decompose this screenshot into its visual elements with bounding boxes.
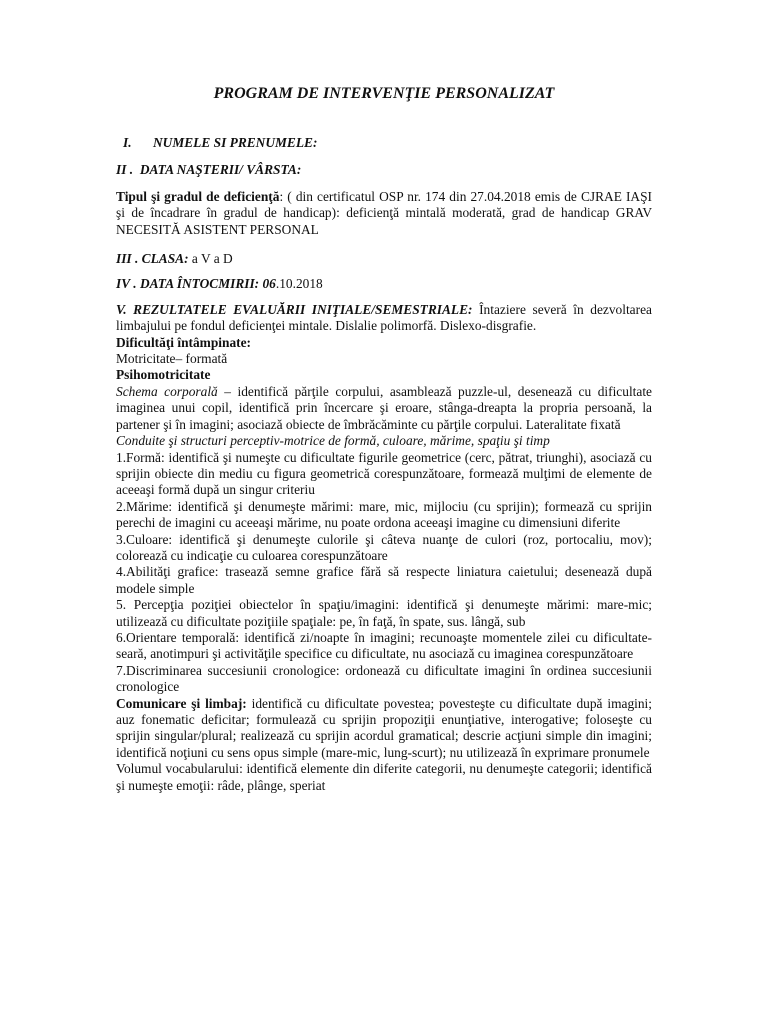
list-item: 5. Percepţia poziţiei obiectelor în spaţiu/imagini: identifică şi denumeşte mărimi: mare-mic; utilizează cu dificultate poziţiile spaţiale: pe, în faţă, în spate, sus. lângă, sub [116,597,652,629]
section-date [116,276,652,292]
list-item: 1.Formă: identifică şi numeşte cu dificultate figurile geometrice (cerc, pătrat, triunghi), asociază cu sprijin obiecte din mediu cu figura geometrică corespunzătoare, formează mulţimi de elemente de aceeaşi formă după un singur criteriu [116,449,652,498]
list-item: 6.Orientare temporală: identifică zi/noapte în imagini; recunoaşte momentele zilei cu dificultate-seară, anotimpuri şi activităţile specifice cu dificultate, nu asociază cu imaginea corespunzătoare [116,629,652,662]
section-name [116,135,652,151]
body-schema-label: Schema corporală [116,383,218,399]
list-item: 4.Abilităţi grafice: trasează semne grafice fără să respecte liniatura caietului; desenează după modele simple [116,564,652,596]
communication-text: identifică cu dificultate povestea; povesteşte cu dificultate după imagini; auz fonematic deficitar; formulează cu sprijin propoziţii enunţiative, interogative; foloseşte cu sprijin singular/plural; realizează cu sprijin acordul gramatical; descrie acţiuni simple din imagini; identifică noţiuni cu sens opus simple (mare-mic, lung-scurt); nu utilizează în exprimare pronumele [116,695,652,760]
body-schema-text: – identifică părţile corpului, asamblează puzzle-ul, desenează cu dificultate imaginea unui copil, identifică prin încercare şi eroare, stânga-dreapta la propria persoană, la partener şi în imagini; asociază obiecte de îmbrăcăminte cu părţile corpului. Lateralitate fixată [116,383,652,432]
communication-label: Comunicare şi limbaj: [116,695,247,711]
list-item: 3.Culoare: identifică şi denumeşte culorile şi câteva nuanţe de culori (roz, portocaliu, mov); colorează cu indicaţie cu culoarea corespunzătoare [116,531,652,563]
list-item: 7.Discriminarea succesiunii cronologice: ordonează cu dificultate imagini în ordinea succesiunii cronologice [116,662,652,695]
section-class-label: III . CLASA: [116,251,189,267]
body-schema-paragraph [116,384,652,433]
section-birth-date: II . DATA NAŞTERII/ VÂRSTA: [116,162,302,178]
deficiency-label: Tipul şi gradul de deficienţă [116,188,280,204]
deficiency-paragraph [116,189,652,238]
section-class-value: a V a D [188,251,233,267]
document-title: PROGRAM DE INTERVENŢIE PERSONALIZAT [213,85,555,102]
perceptive-motor-heading: Conduite şi structuri perceptiv-motrice de formă, culoare, mărime, spaţiu şi timp [116,433,550,449]
section-results [116,302,652,335]
section-name-label: NUMELE SI PRENUMELE: [153,135,318,150]
psychomotricity-heading: Psihomotricitate [116,367,211,383]
document-body [116,84,652,794]
list-item: 2.Mărime: identifică şi denumeşte mărimi: mare, mic, mijlociu (cu sprijin); formează cu sprijin perechi de imagini cu aceeaşi mărime, nu poate ordona aceeaşi imagine cu dimensiuni diferite [116,498,652,531]
section-date-label: IV . DATA ÎNTOCMIRII: 06 [116,276,276,292]
difficulties-heading: Dificultăţi întâmpinate: [116,334,252,350]
communication-paragraph [116,696,652,762]
section-name-number: I. [123,135,132,150]
spacer [116,238,652,251]
section-date-value: .10.2018 [275,276,323,292]
section-results-label: V. REZULTATELE EVALUĂRII INIŢIALE/SEMESTRIALE: [116,301,473,317]
motricity-text: Motricitate– formată [116,351,228,367]
section-results-text: Întaziere severă în dezvoltarea limbajului pe fondul deficienţei mintale. Dislalie polimorfă. Dislexo-disgrafie. [116,301,652,334]
section-class [116,251,652,267]
vocabulary-paragraph: Volumul vocabularului: identifică elemente din diferite categorii, nu denumeşte categorii; identifică şi numeşte emoţii: râde, plânge, speriat [116,761,652,793]
deficiency-text: : ( din certificatul OSP nr. 174 din 27.04.2018 emis de CJRAE IAŞI şi de încadrare în gradul de handicap): deficienţă mintală moderată, grad de handicap GRAV NECESITĂ ASISTENT PERSONAL [116,188,652,237]
